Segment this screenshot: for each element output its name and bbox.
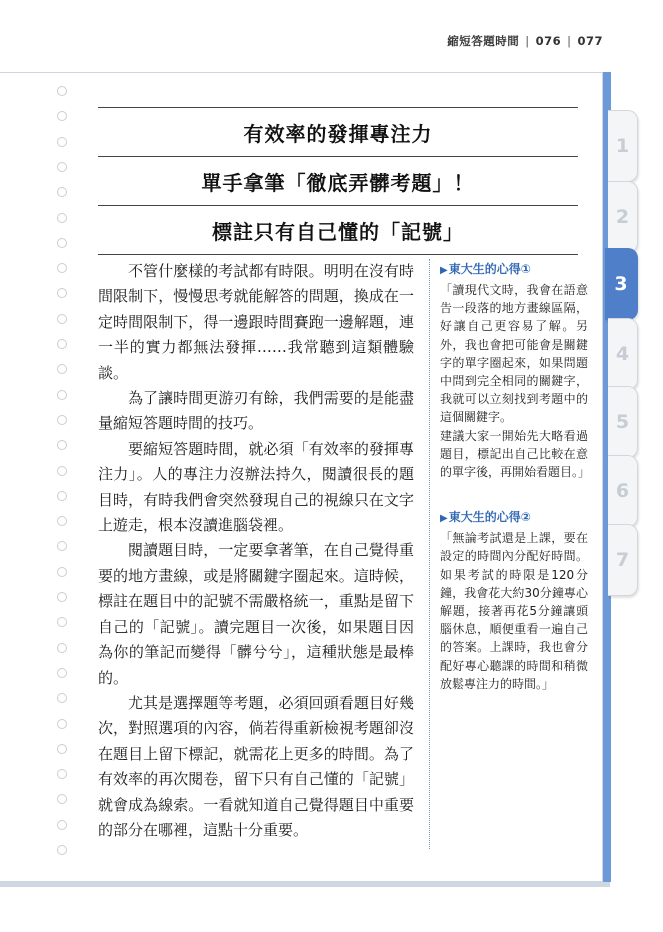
tab-label: 5	[615, 411, 630, 433]
binder-ring	[57, 263, 67, 273]
tab-label: 4	[615, 343, 630, 365]
binder-ring	[57, 339, 67, 349]
binder-ring	[57, 466, 67, 476]
chapter-tab-7[interactable]	[608, 524, 638, 596]
binder-ring	[57, 516, 67, 526]
title-line-2: 單手拿筆「徹底弄髒考題」！	[98, 156, 578, 205]
body-paragraph: 尤其是選擇題等考題，必須回頭看題目好幾次，對照選項的內容，倘若得重新檢視考題卻沒在題目上留下標記，就需花上更多的時間。為了有效率的再次閱卷，留下只有自己懂的「記號」就會成為線索。一看就知道自己覺得題目中重要的部分在哪裡，這點十分重要。	[98, 693, 414, 839]
binder-ring	[57, 643, 67, 653]
binder-ring	[57, 693, 67, 703]
tab-label: 6	[615, 480, 630, 502]
tip-title	[440, 509, 588, 527]
binder-ring	[57, 187, 67, 197]
binder-ring	[57, 162, 67, 172]
tip-paragraph: 「讀現代文時，我會在語意告一段落的地方畫線區隔，好讓自己更容易了解。另外，我也會把可能會是關鍵字的單字圈起來，如果問題中問到完全相同的關鍵字，我就可以立刻找到考題中的這個關鍵字。	[440, 283, 588, 425]
binder-ring	[57, 415, 67, 425]
tips-sidebar	[440, 261, 591, 721]
page-number-left: 076	[535, 34, 562, 48]
binder-ring	[57, 820, 67, 830]
tip-title-text: 東大生的心得②	[448, 510, 531, 525]
body-paragraph: 要縮短答題時間，就必須「有效率的發揮專注力」。人的專注力沒辦法持久，閱讀很長的題目時，有時我們會突然發現自己的視線只在文字上遊走，根本沒讀進腦袋裡。	[98, 439, 414, 535]
binder-ring	[57, 111, 67, 121]
binder-ring	[57, 288, 67, 298]
page-number-right: 077	[577, 34, 603, 48]
binder-ring	[57, 794, 67, 804]
binder-ring	[57, 592, 67, 602]
header-separator: |	[567, 34, 572, 48]
tip-box-2	[440, 509, 588, 693]
title-line-1: 有效率的發揮專注力	[98, 107, 578, 156]
tip-title-text: 東大生的心得①	[448, 262, 531, 276]
triangle-icon: ▶	[440, 265, 448, 276]
binder-ring	[57, 213, 67, 223]
tip-title	[440, 261, 588, 279]
main-text	[98, 259, 414, 843]
body-paragraph: 閱讀題目時，一定要拿著筆，在自己覺得重要的地方畫線，或是將關鍵字圈起來。這時候，標註在題目中的記號不需嚴格統一，重點是留下自己的「記號」。讀完題目一次後，如果題目因為你的筆記而變得「髒兮兮」，這種狀態是最棒的。	[98, 541, 414, 687]
tip-paragraph: 「無論考試還是上課，要在設定的時間內分配好時間。如果考試的時限是120分鐘，我會花大約30分鐘專心解題，接著再花5分鐘讓頭腦休息，順便重看一遍自己的答案。上課時，我也會分配好專心聽課的時間和稍微放鬆專注力的時間。」	[440, 531, 588, 691]
binder-ring	[57, 491, 67, 501]
chapter-tab-5[interactable]	[608, 386, 638, 458]
binder-ring	[57, 364, 67, 374]
binder-ring	[57, 314, 67, 324]
chapter-tab-6[interactable]	[608, 455, 638, 527]
title-line-3: 標註只有自己懂的「記號」	[98, 205, 578, 255]
chapter-tab-2[interactable]	[608, 181, 638, 253]
section-title	[98, 107, 578, 255]
body-paragraph: 為了讓時間更游刃有餘，我們需要的是能盡量縮短答題時間的技巧。	[98, 389, 414, 433]
tip-text	[440, 529, 588, 693]
binder-ring	[57, 845, 67, 855]
binder-ring	[57, 238, 67, 248]
column-divider	[429, 259, 430, 849]
tab-label: 7	[615, 549, 630, 571]
chapter-title: 縮短答題時間	[447, 34, 520, 48]
header-separator: |	[525, 34, 530, 48]
binder-ring	[57, 668, 67, 678]
binder-ring	[57, 617, 67, 627]
binder-ring	[57, 440, 67, 450]
chapter-tab-1[interactable]	[608, 110, 638, 182]
binder-ring	[57, 390, 67, 400]
binder-ring	[57, 769, 67, 779]
chapter-tab-4[interactable]	[608, 318, 638, 390]
binder-ring	[57, 567, 67, 577]
tip-box-1	[440, 261, 591, 481]
tip-paragraph: 建議大家一開始先大略看過題目，標記出自己比較在意的單字後，再開始看題目。」	[440, 428, 591, 480]
tab-label: 3	[614, 273, 628, 295]
tab-label: 2	[615, 206, 630, 228]
chapter-tab-3[interactable]	[605, 248, 638, 320]
running-header	[447, 33, 603, 49]
binder-rings	[57, 86, 69, 866]
tip-text	[440, 281, 591, 481]
binder-ring	[57, 719, 67, 729]
binder-ring	[57, 541, 67, 551]
body-paragraph: 不管什麼樣的考試都有時限。明明在沒有時間限制下，慢慢思考就能解答的問題，換成在一定時間限制下，得一邊跟時間賽跑一邊解題，連一半的實力都無法發揮……我常聽到這類體驗談。	[98, 262, 414, 382]
tab-label: 1	[615, 135, 630, 157]
binder-ring	[57, 744, 67, 754]
binder-ring	[57, 86, 67, 96]
binder-ring	[57, 137, 67, 147]
triangle-icon: ▶	[440, 513, 448, 525]
